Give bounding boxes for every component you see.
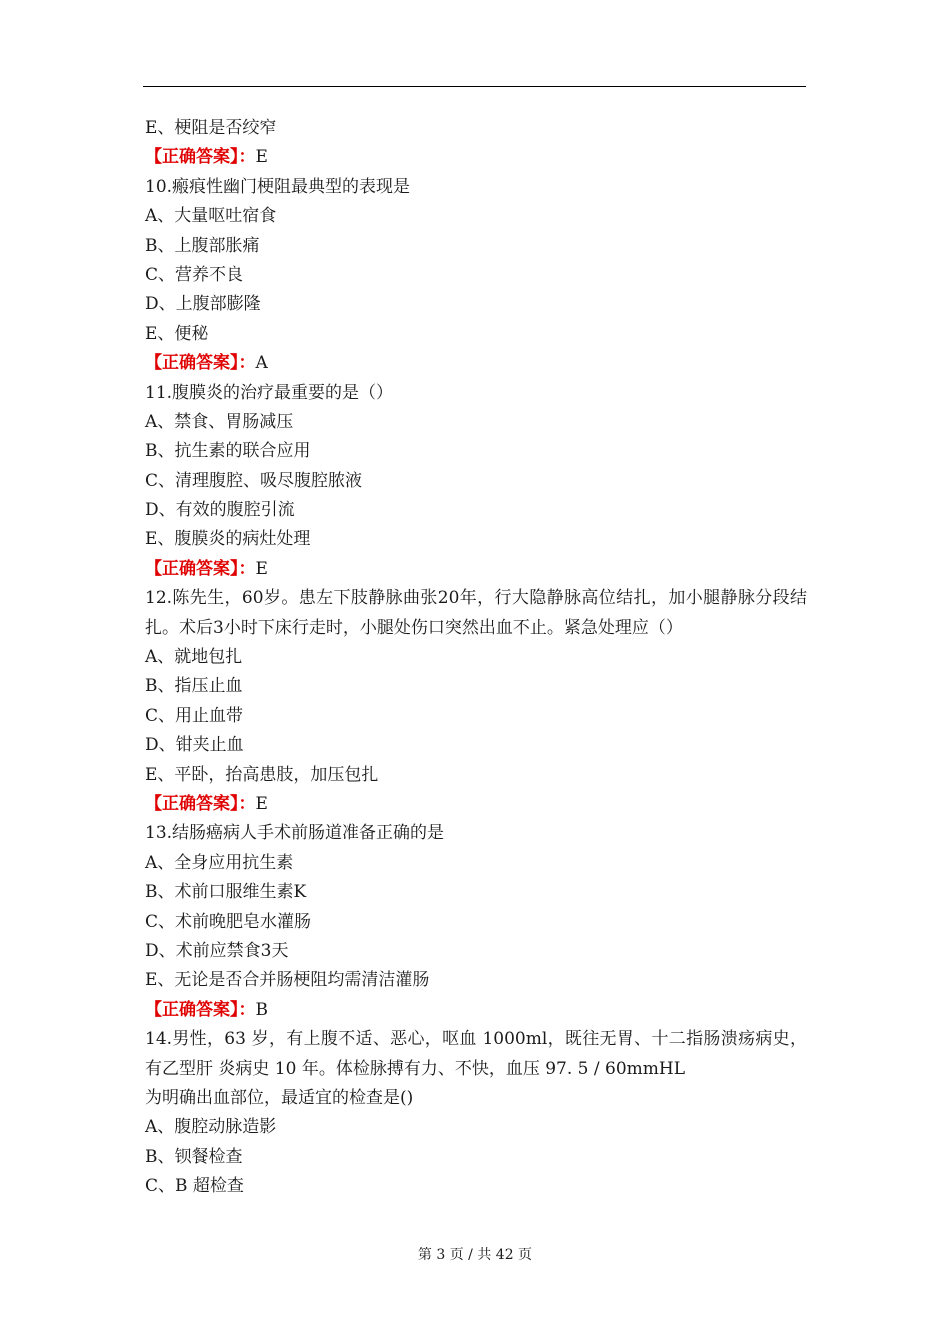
answer-value: E: [255, 558, 268, 579]
option-text: B、上腹部胀痛: [145, 235, 260, 256]
answer-label: 【正确答案】：: [145, 147, 256, 168]
option-text: D、钳夹止血: [145, 735, 244, 756]
option-text: C、B 超检查: [145, 1176, 244, 1197]
header-rule: [143, 86, 806, 87]
question-text: 为明确出血部位，最适宜的检查是(): [145, 1087, 414, 1108]
answer-value: A: [255, 353, 268, 374]
answer-label: 【正确答案】：: [145, 353, 256, 374]
option-text: C、清理腹腔、吸尽腹腔脓液: [145, 470, 363, 491]
answer-label: 【正确答案】：: [145, 999, 256, 1020]
option-text: E、梗阻是否绞窄: [145, 118, 277, 138]
page-footer: 第 3 页 / 共 42 页: [417, 1247, 533, 1263]
option-text: D、上腹部膨隆: [145, 294, 261, 315]
question-text: 10.瘢痕性幽门梗阻最典型的表现是: [145, 176, 411, 197]
option-text: E、便秘: [145, 323, 209, 344]
option-text: B、钡餐检查: [145, 1146, 243, 1167]
answer-label: 【正确答案】：: [145, 558, 256, 579]
option-text: D、有效的腹腔引流: [145, 500, 295, 521]
answer-line: [145, 555, 807, 584]
option-text: D、术前应禁食3天: [145, 940, 289, 961]
answer-value: E: [255, 794, 268, 815]
option-text: B、抗生素的联合应用: [145, 441, 311, 462]
answer-line: [145, 349, 807, 378]
option-text: A、禁食、胃肠减压: [145, 411, 294, 432]
option-text: E、平卧，抬高患肢，加压包扎: [145, 764, 379, 785]
option-text: A、大量呕吐宿食: [145, 206, 277, 227]
option-text: C、营养不良: [145, 264, 244, 285]
question-text: 11.腹膜炎的治疗最重要的是（）: [145, 382, 394, 403]
option-text: C、用止血带: [145, 705, 244, 726]
answer-value: E: [255, 147, 268, 168]
option-text: A、全身应用抗生素: [145, 852, 294, 873]
option-text: E、无论是否合并肠梗阻均需清洁灌肠: [145, 970, 430, 991]
document-body: [145, 114, 807, 1202]
option-text: B、指压止血: [145, 676, 243, 697]
question-text: 12.陈先生，60岁。患左下肢静脉曲张20年，行大隐静脉高位结扎，加小腿静脉分段结扎。术后3小时下床行走时，小腿处伤口突然出血不止。紧急处理应（）: [145, 588, 807, 638]
answer-line: [145, 996, 807, 1025]
option-text: A、就地包扎: [145, 647, 243, 668]
option-text: C、术前晚肥皂水灌肠: [145, 911, 312, 932]
answer-line: [145, 790, 807, 819]
question-text: 14.男性，63 岁，有上腹不适、恶心，呕血 1000ml，既往无胃、十二指肠溃疡病史，有乙型肝 炎病史 10 年。体检脉搏有力、不快，血压 97. 5 / 60mmHL: [145, 1029, 807, 1079]
option-text: A、腹腔动脉造影: [145, 1117, 277, 1138]
option-text: B、术前口服维生素K: [145, 882, 307, 903]
question-text: 13.结肠癌病人手术前肠道准备正确的是: [145, 823, 445, 844]
answer-value: B: [255, 999, 268, 1020]
answer-label: 【正确答案】：: [145, 794, 256, 815]
answer-line: [145, 143, 807, 172]
option-text: E、腹膜炎的病灶处理: [145, 529, 311, 550]
